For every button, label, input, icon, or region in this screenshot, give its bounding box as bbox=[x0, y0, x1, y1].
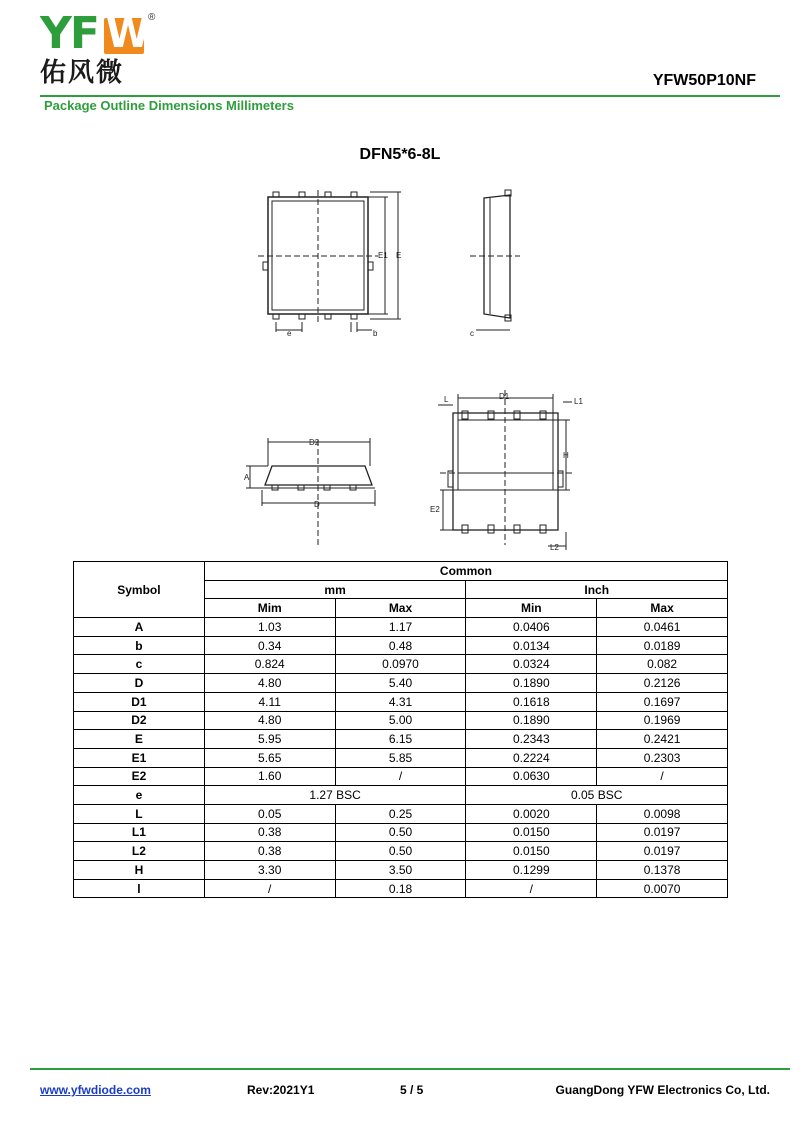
mm-min-cell: 0.34 bbox=[204, 636, 335, 655]
mm-max-header: Max bbox=[335, 599, 466, 618]
mm-max-cell: 5.00 bbox=[335, 711, 466, 730]
table-header-row bbox=[74, 562, 728, 581]
mm-min-cell: 0.05 bbox=[204, 804, 335, 823]
symbol-cell: E1 bbox=[74, 748, 205, 767]
footer-revision: Rev:2021Y1 bbox=[247, 1083, 315, 1097]
mm-bsc-cell: 1.27 BSC bbox=[204, 786, 466, 805]
symbol-cell: D2 bbox=[74, 711, 205, 730]
part-number: YFW50P10NF bbox=[652, 72, 756, 89]
mm-max-cell: 3.50 bbox=[335, 861, 466, 880]
symbol-cell: A bbox=[74, 618, 205, 637]
common-header: Common bbox=[204, 562, 727, 581]
inch-max-cell: 0.2421 bbox=[597, 730, 728, 749]
inch-bsc-cell: 0.05 BSC bbox=[466, 786, 728, 805]
inch-min-cell: 0.1890 bbox=[466, 674, 597, 693]
inch-min-header: Min bbox=[466, 599, 597, 618]
dim-label-h: H bbox=[563, 451, 569, 460]
inch-min-cell: 0.1299 bbox=[466, 861, 597, 880]
inch-min-cell: 0.0134 bbox=[466, 636, 597, 655]
dim-label-l2: L2 bbox=[550, 543, 559, 552]
mm-max-cell: 5.40 bbox=[335, 674, 466, 693]
symbol-cell: H bbox=[74, 861, 205, 880]
inch-max-cell: 0.2303 bbox=[597, 748, 728, 767]
table-row bbox=[74, 842, 728, 861]
table-row bbox=[74, 823, 728, 842]
symbol-cell: c bbox=[74, 655, 205, 674]
symbol-cell: L2 bbox=[74, 842, 205, 861]
mm-max-cell: 0.25 bbox=[335, 804, 466, 823]
symbol-cell: E bbox=[74, 730, 205, 749]
inch-max-cell: 0.1378 bbox=[597, 861, 728, 880]
mm-min-cell: 4.80 bbox=[204, 711, 335, 730]
inch-max-cell: 0.2126 bbox=[597, 674, 728, 693]
side-view-drawing bbox=[470, 190, 520, 330]
inch-min-cell: 0.0150 bbox=[466, 842, 597, 861]
symbol-cell: D1 bbox=[74, 692, 205, 711]
dim-label-e-big: E bbox=[396, 251, 402, 260]
mm-header: mm bbox=[204, 580, 466, 599]
inch-min-cell: 0.0020 bbox=[466, 804, 597, 823]
mm-max-cell: 0.50 bbox=[335, 842, 466, 861]
mm-min-cell: 1.03 bbox=[204, 618, 335, 637]
table-row bbox=[74, 804, 728, 823]
dimensions-table bbox=[73, 561, 728, 898]
mm-min-cell: 0.38 bbox=[204, 842, 335, 861]
footer-page-number: 5 / 5 bbox=[400, 1083, 424, 1097]
dim-label-e2: E2 bbox=[430, 505, 440, 514]
inch-min-cell: 0.0406 bbox=[466, 618, 597, 637]
mm-max-cell: 6.15 bbox=[335, 730, 466, 749]
table-row bbox=[74, 674, 728, 693]
inch-max-cell: 0.082 bbox=[597, 655, 728, 674]
symbol-header: Symbol bbox=[74, 562, 205, 618]
table-row bbox=[74, 655, 728, 674]
registered-mark: ® bbox=[148, 12, 156, 23]
mm-max-cell: 5.85 bbox=[335, 748, 466, 767]
table-row bbox=[74, 618, 728, 637]
table-row bbox=[74, 636, 728, 655]
mm-max-cell: / bbox=[335, 767, 466, 786]
inch-max-cell: 0.1969 bbox=[597, 711, 728, 730]
inch-max-cell: 0.0098 bbox=[597, 804, 728, 823]
dim-label-a: A bbox=[244, 473, 250, 482]
bottom-view-drawing bbox=[438, 390, 575, 550]
mm-max-cell: 0.18 bbox=[335, 879, 466, 898]
mm-max-cell: 0.50 bbox=[335, 823, 466, 842]
mm-min-cell: / bbox=[204, 879, 335, 898]
table-row bbox=[74, 692, 728, 711]
mm-min-cell: 0.824 bbox=[204, 655, 335, 674]
mm-min-cell: 5.65 bbox=[204, 748, 335, 767]
inch-max-cell: 0.0070 bbox=[597, 879, 728, 898]
logo-box-letter: W bbox=[106, 11, 151, 57]
mm-min-cell: 0.38 bbox=[204, 823, 335, 842]
inch-min-cell: 0.1890 bbox=[466, 711, 597, 730]
table-row bbox=[74, 711, 728, 730]
inch-min-cell: 0.0630 bbox=[466, 767, 597, 786]
table-row bbox=[74, 748, 728, 767]
inch-min-cell: / bbox=[466, 879, 597, 898]
section-subtitle: Package Outline Dimensions Millimeters bbox=[44, 98, 294, 113]
footer-company: GuangDong YFW Electronics Co, Ltd. bbox=[555, 1083, 770, 1097]
table-row bbox=[74, 786, 728, 805]
inch-max-cell: 0.0197 bbox=[597, 842, 728, 861]
mm-max-cell: 0.48 bbox=[335, 636, 466, 655]
dim-label-d1: D1 bbox=[499, 392, 510, 401]
dim-label-c: c bbox=[470, 329, 474, 338]
symbol-cell: D bbox=[74, 674, 205, 693]
table-row bbox=[74, 879, 728, 898]
front-view-drawing bbox=[246, 438, 375, 545]
inch-header: Inch bbox=[466, 580, 728, 599]
dim-label-d2: D2 bbox=[309, 438, 320, 447]
mm-min-header: Mim bbox=[204, 599, 335, 618]
mm-min-cell: 4.80 bbox=[204, 674, 335, 693]
package-title: DFN5*6-8L bbox=[359, 146, 441, 163]
inch-min-cell: 0.2224 bbox=[466, 748, 597, 767]
inch-max-cell: 0.1697 bbox=[597, 692, 728, 711]
mm-min-cell: 1.60 bbox=[204, 767, 335, 786]
symbol-cell: E2 bbox=[74, 767, 205, 786]
table-row bbox=[74, 861, 728, 880]
symbol-cell: b bbox=[74, 636, 205, 655]
logo-letters: YF bbox=[40, 8, 98, 59]
dim-label-e: e bbox=[287, 329, 292, 338]
table-row bbox=[74, 730, 728, 749]
dim-label-l: L bbox=[444, 395, 449, 404]
mm-min-cell: 3.30 bbox=[204, 861, 335, 880]
inch-max-cell: 0.0189 bbox=[597, 636, 728, 655]
top-view-drawing bbox=[258, 190, 401, 332]
logo-chinese: 佑风微 bbox=[40, 58, 125, 88]
dim-label-e1: E1 bbox=[378, 251, 388, 260]
footer-website[interactable] bbox=[40, 1083, 151, 1097]
mm-min-cell: 5.95 bbox=[204, 730, 335, 749]
mm-max-cell: 0.0970 bbox=[335, 655, 466, 674]
symbol-cell: e bbox=[74, 786, 205, 805]
inch-max-cell: 0.0461 bbox=[597, 618, 728, 637]
inch-max-cell: 0.0197 bbox=[597, 823, 728, 842]
inch-max-header: Max bbox=[597, 599, 728, 618]
footer-divider bbox=[30, 1068, 790, 1070]
symbol-cell: L bbox=[74, 804, 205, 823]
symbol-cell: L1 bbox=[74, 823, 205, 842]
inch-max-cell: / bbox=[597, 767, 728, 786]
mm-max-cell: 4.31 bbox=[335, 692, 466, 711]
dim-label-b: b bbox=[373, 329, 378, 338]
mm-max-cell: 1.17 bbox=[335, 618, 466, 637]
inch-min-cell: 0.0324 bbox=[466, 655, 597, 674]
dim-label-d: D bbox=[314, 500, 320, 509]
mm-min-cell: 4.11 bbox=[204, 692, 335, 711]
inch-min-cell: 0.0150 bbox=[466, 823, 597, 842]
symbol-cell: l bbox=[74, 879, 205, 898]
package-outline-drawing bbox=[0, 0, 800, 560]
website-link[interactable]: www.yfwdiode.com bbox=[40, 1083, 151, 1097]
dim-label-l1: L1 bbox=[574, 397, 583, 406]
table-row bbox=[74, 767, 728, 786]
inch-min-cell: 0.2343 bbox=[466, 730, 597, 749]
inch-min-cell: 0.1618 bbox=[466, 692, 597, 711]
